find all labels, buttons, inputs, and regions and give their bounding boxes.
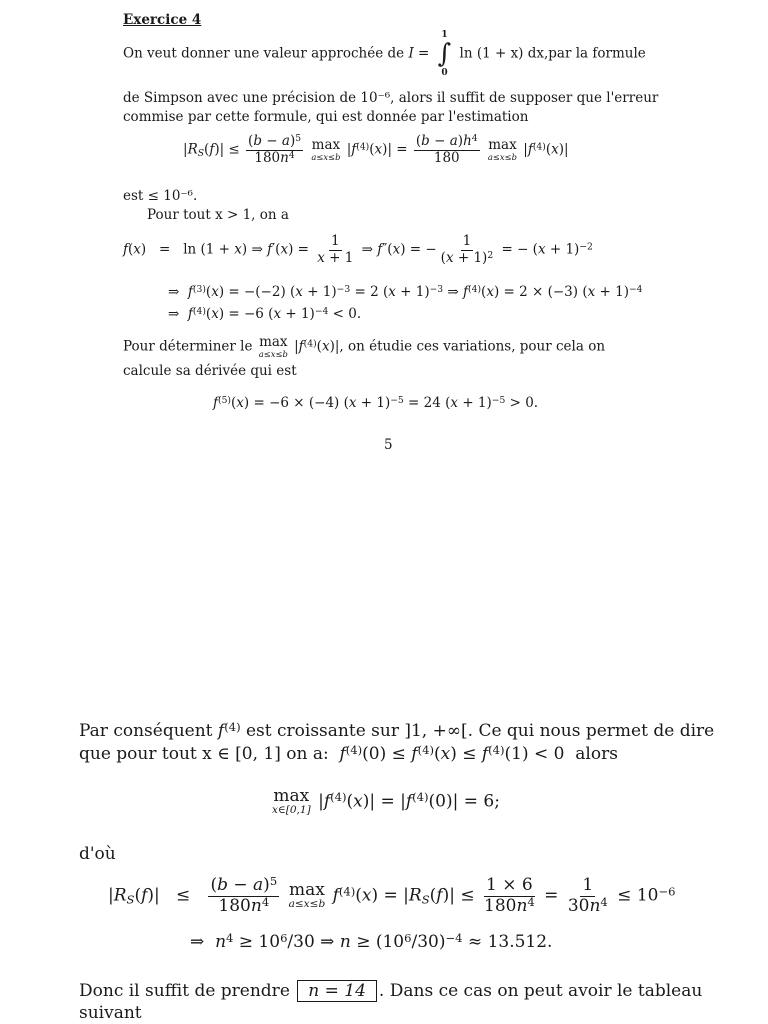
dou-line: d'où [79, 844, 116, 864]
que-pour-tout-line: que pour tout x ∈ [0, 1] on a: $f^{(4)}(0) \le f^{(4)}(x) \le f^{(4)}(1) < 0$ alors [79, 742, 618, 764]
final-estimate-line-1: $|R_S(f)|$ ≤ $\frac{(b - a)^5}{180n^4}$ max a≤x≤b $f^{(4)}(x) = |R_S(f)|$ ≤ $\frac{1 \times 6}{180n^4}$ = $\frac{1}{30n^4}$ ≤ $10^{-6}$ [108, 873, 676, 916]
derivative-line-2: ⇒ $f^{(3)}(x) = -(-2) (x + 1)^{-3} = 2$ $(x + 1)^{-3}$ ⇒ $f^{(4)}(x) = 2 \times (-3) (x + 1)^{-4}$ [168, 283, 643, 300]
derivative-line-1: f(x) = ln (1 + x) ⇒ f′(x) = $\frac{1}{x + 1}$ ⇒ f″(x) = − $\frac{1}{(x + 1)^2}$ = − $(x + 1)^{-2}$ [123, 233, 593, 266]
pour-tout-line: Pour tout x > 1, on a [147, 207, 289, 223]
intro-line-1: On veut donner une valeur approchée de I = 1 ∫ 0 ln (1 + x) dx,par la formule [123, 30, 646, 78]
intro-line-2: de Simpson avec une précision de 10⁻⁶, alors il suffit de supposer que l'erreur [123, 90, 659, 106]
intro-line-3: commise par cette formule, qui est donnée par l'estimation [123, 109, 529, 125]
integral-sign: 1 ∫ 0 [437, 30, 452, 78]
final-estimate-line-2: ⇒ $n^4 \ge 10^6/30$ ⇒ $n \ge (10^6/30)^{-4} \approx 13.512$. [190, 930, 553, 952]
error-estimate-formula: $|R_S(f)|$ ≤ $\frac{(b - a)^5}{180n^4}$ max a≤x≤b $|f^{(4)}(x)|$ = $\frac{(b - a)h^4}{180}$ max a≤x≤b $|f^{(4)}(x)|$ [183, 132, 569, 166]
donc-line: Donc il suffit de prendre n = 14 . Dans ce cas on peut avoir le tableau [79, 981, 703, 1001]
suivant-line: suivant [79, 1003, 142, 1023]
exercise-heading: Exercice 4 [123, 12, 202, 28]
max-formula: max x∈[0,1] $|f^{(4)}(x)| = |f^{(4)}(0)| = 6$; [272, 786, 500, 816]
pour-determiner-line: Pour déterminer le max a≤x≤b $|f^{(4)}(x)|$, on étudie ces variations, pour cela on [123, 334, 606, 359]
page-number: 5 [384, 437, 393, 453]
calcule-line: calcule sa dérivée qui est [123, 363, 297, 379]
est-line: est ≤ 10⁻⁶. [123, 188, 198, 204]
derivative-line-3: ⇒ $f^{(4)}(x) = -6$ $(x + 1)^{-4} < 0$. [168, 305, 362, 322]
fifth-derivative-formula: $f^{(5)}(x) = -6 \times (-4) (x + 1)^{-5} = 24$ $(x + 1)^{-5} > 0$. [213, 394, 539, 411]
boxed-answer: n = 14 [297, 980, 377, 1002]
par-consequent-line: Par conséquent $f^{(4)}$ est croissante sur ]1, +∞[. Ce qui nous permet de dire [79, 719, 715, 741]
